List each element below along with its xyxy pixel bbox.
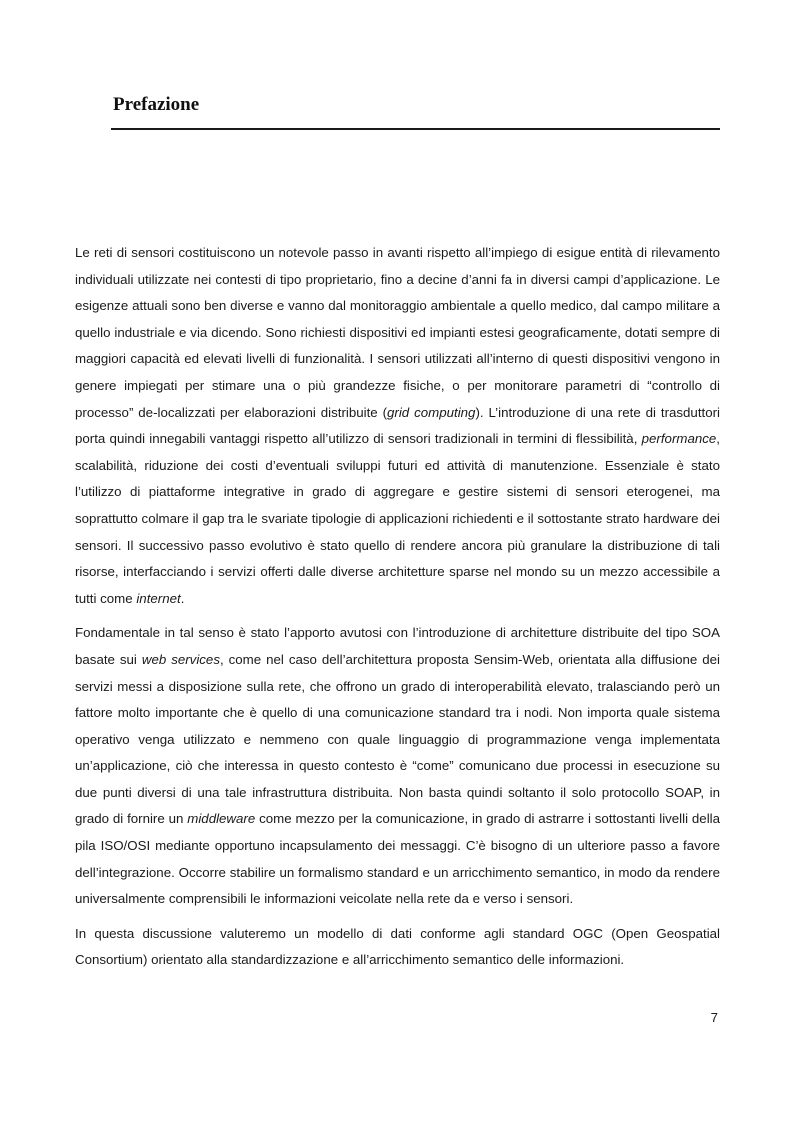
paragraph-2 [75,620,720,913]
text-segment: , come nel caso dell’architettura proposta Sensim-Web, orientata alla diffusione dei servizi messi a disposizione sulla rete, che offrono un grado di interoperabilità elevato, tralasciando però un fattore molto importante che è quello di una comunicazione standard tra i nodi. Non importa quale sistema operativo venga utilizzato e nemmeno con quale linguaggio di programmazione venga implementata un’applicazione, ciò che interessa in questo contesto è “come” comunicano due processi in esecuzione su due punti diversi di una tale infrastruttura distribuita. Non basta quindi soltanto il solo protocollo SOAP, in grado di fornire un [75,651,720,827]
text-segment: ). L’introduzione di una rete di trasduttori porta quindi innegabili vantaggi rispetto all’utilizzo di sensori tradizionali in termini di flessibilità, [75,404,720,447]
text-segment: come mezzo per la comunicazione, in grado di astrarre i sottostanti livelli della pila ISO/OSI mediante opportuno incapsulamento dei messaggi. C’è bisogno di un ulteriore passo a favore dell’integrazione. Occorre stabilire un formalismo standard e un arricchimento semantico, in modo da rendere universalmente comprensibili le informazioni veicolate nella rete da e verso i sensori. [75,811,720,907]
page-title: Prefazione [113,94,200,115]
text-segment: Fondamentale in tal senso è stato l’apporto avutosi con l’introduzione di architetture distribuite del tipo SOA basate sui [75,625,720,667]
text-segment: In questa discussione valuteremo un modello di dati conforme agli standard OGC (Open Geospatial Consortium) orientato alla standardizzazione e all’arricchimento semantico delle informazioni. [75,925,720,968]
italic-term: middleware [187,811,256,827]
page-number: 7 [710,1010,718,1025]
text-segment: . [180,590,185,606]
text-segment: Le reti di sensori costituiscono un notevole passo in avanti rispetto all’impiego di esigue entità di rilevamento individuali utilizzate nei contesti di tipo proprietario, fino a decine d’anni fa in diversi campi d’applicazione. Le esigenze attuali sono ben diverse e vanno dal monitoraggio ambientale a quello medico, dal campo militare a quello industriale e via dicendo. Sono richiesti dispositivi ed impianti estesi geograficamente, dotati sempre di maggiori capacità ed elevati livelli di funzionalità. I sensori utilizzati all’interno di questi dispositivi vengono in genere impiegati per stimare una o più grandezze fisiche, o per monitorare parametri di “controllo di processo” de-localizzati per elaborazioni distribuite ( [75,245,720,420]
italic-term: grid computing [387,404,476,420]
text-segment: , scalabilità, riduzione dei costi d’eventuali sviluppi futuri ed attività di manutenzione. Essenziale è stato l’utilizzo di piattaforme integrative in grado di aggregare e gestire sistemi di sensori eterogenei, ma soprattutto colmare il gap tra le svariate tipologie di applicazioni richiedenti e il sottostante strato hardware dei sensori. Il successivo passo evolutivo è stato quello di rendere ancora più granulare la distribuzione di tali risorse, interfacciando i servizi offerti dalle diverse architetture sparse nel mondo su un mezzo accessibile a tutti come [75,431,720,606]
italic-term: web services [141,651,220,667]
italic-term: internet [136,590,181,606]
paragraph-1 [75,240,720,612]
body-text [75,240,720,982]
italic-term: performance [641,431,717,447]
title-underline-divider [111,128,720,130]
paragraph-3 [75,921,720,974]
